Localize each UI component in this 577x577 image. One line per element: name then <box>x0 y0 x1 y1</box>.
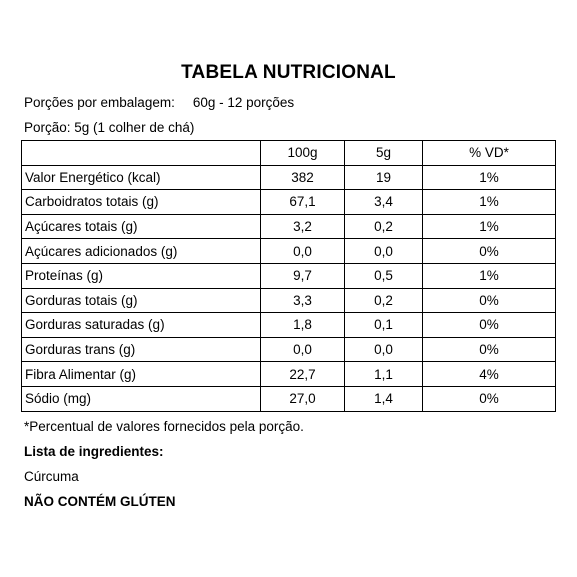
ingredients-list: Cúrcuma <box>24 469 79 484</box>
servings-value: 60g - 12 porções <box>192 95 295 110</box>
per-100g-cell: 0,0 <box>261 239 345 264</box>
nutrient-name-cell: Gorduras trans (g) <box>22 337 261 362</box>
daily-value-cell: 0% <box>423 288 556 313</box>
ingredients-heading: Lista de ingredientes: <box>24 444 164 459</box>
per-100g-cell: 1,8 <box>261 313 345 338</box>
daily-value-cell: 0% <box>423 386 556 411</box>
header-daily-value: % VD* <box>423 141 556 166</box>
per-5g-cell: 1,4 <box>345 386 423 411</box>
per-100g-cell: 382 <box>261 165 345 190</box>
nutrition-table <box>21 140 556 412</box>
header-nutrient <box>22 141 261 166</box>
table-row <box>22 337 556 362</box>
per-5g-cell: 3,4 <box>345 190 423 215</box>
servings-label: Porções por embalagem: <box>24 95 175 110</box>
per-100g-cell: 3,2 <box>261 214 345 239</box>
per-5g-cell: 0,5 <box>345 263 423 288</box>
nutrient-name-cell: Açúcares totais (g) <box>22 214 261 239</box>
portion-size: Porção: 5g (1 colher de chá) <box>24 120 195 135</box>
table-row <box>22 214 556 239</box>
daily-value-cell: 0% <box>423 337 556 362</box>
daily-value-cell: 0% <box>423 239 556 264</box>
servings-per-package <box>24 95 294 110</box>
daily-value-cell: 4% <box>423 362 556 387</box>
per-5g-cell: 1,1 <box>345 362 423 387</box>
table-row <box>22 239 556 264</box>
nutrient-name-cell: Valor Energético (kcal) <box>22 165 261 190</box>
per-100g-cell: 67,1 <box>261 190 345 215</box>
per-5g-cell: 0,0 <box>345 337 423 362</box>
nutrient-name-cell: Carboidratos totais (g) <box>22 190 261 215</box>
daily-value-cell: 1% <box>423 165 556 190</box>
table-header-row <box>22 141 556 166</box>
table-row <box>22 288 556 313</box>
per-100g-cell: 3,3 <box>261 288 345 313</box>
table-row <box>22 165 556 190</box>
per-100g-cell: 27,0 <box>261 386 345 411</box>
footnote: *Percentual de valores fornecidos pela porção. <box>24 419 304 434</box>
nutrient-name-cell: Gorduras saturadas (g) <box>22 313 261 338</box>
header-per-5g: 5g <box>345 141 423 166</box>
per-5g-cell: 0,2 <box>345 288 423 313</box>
nutrition-table-body <box>22 165 556 411</box>
table-row <box>22 313 556 338</box>
nutrient-name-cell: Sódio (mg) <box>22 386 261 411</box>
nutrient-name-cell: Proteínas (g) <box>22 263 261 288</box>
table-row <box>22 190 556 215</box>
page-title: TABELA NUTRICIONAL <box>181 62 396 83</box>
nutrient-name-cell: Gorduras totais (g) <box>22 288 261 313</box>
header-per-100g: 100g <box>261 141 345 166</box>
gluten-notice: NÃO CONTÉM GLÚTEN <box>24 494 176 509</box>
per-5g-cell: 0,1 <box>345 313 423 338</box>
per-100g-cell: 22,7 <box>261 362 345 387</box>
per-5g-cell: 0,0 <box>345 239 423 264</box>
per-5g-cell: 0,2 <box>345 214 423 239</box>
table-row <box>22 386 556 411</box>
per-5g-cell: 19 <box>345 165 423 190</box>
daily-value-cell: 0% <box>423 313 556 338</box>
daily-value-cell: 1% <box>423 263 556 288</box>
per-100g-cell: 9,7 <box>261 263 345 288</box>
nutrient-name-cell: Açúcares adicionados (g) <box>22 239 261 264</box>
table-row <box>22 263 556 288</box>
nutrient-name-cell: Fibra Alimentar (g) <box>22 362 261 387</box>
per-100g-cell: 0,0 <box>261 337 345 362</box>
daily-value-cell: 1% <box>423 190 556 215</box>
table-row <box>22 362 556 387</box>
daily-value-cell: 1% <box>423 214 556 239</box>
